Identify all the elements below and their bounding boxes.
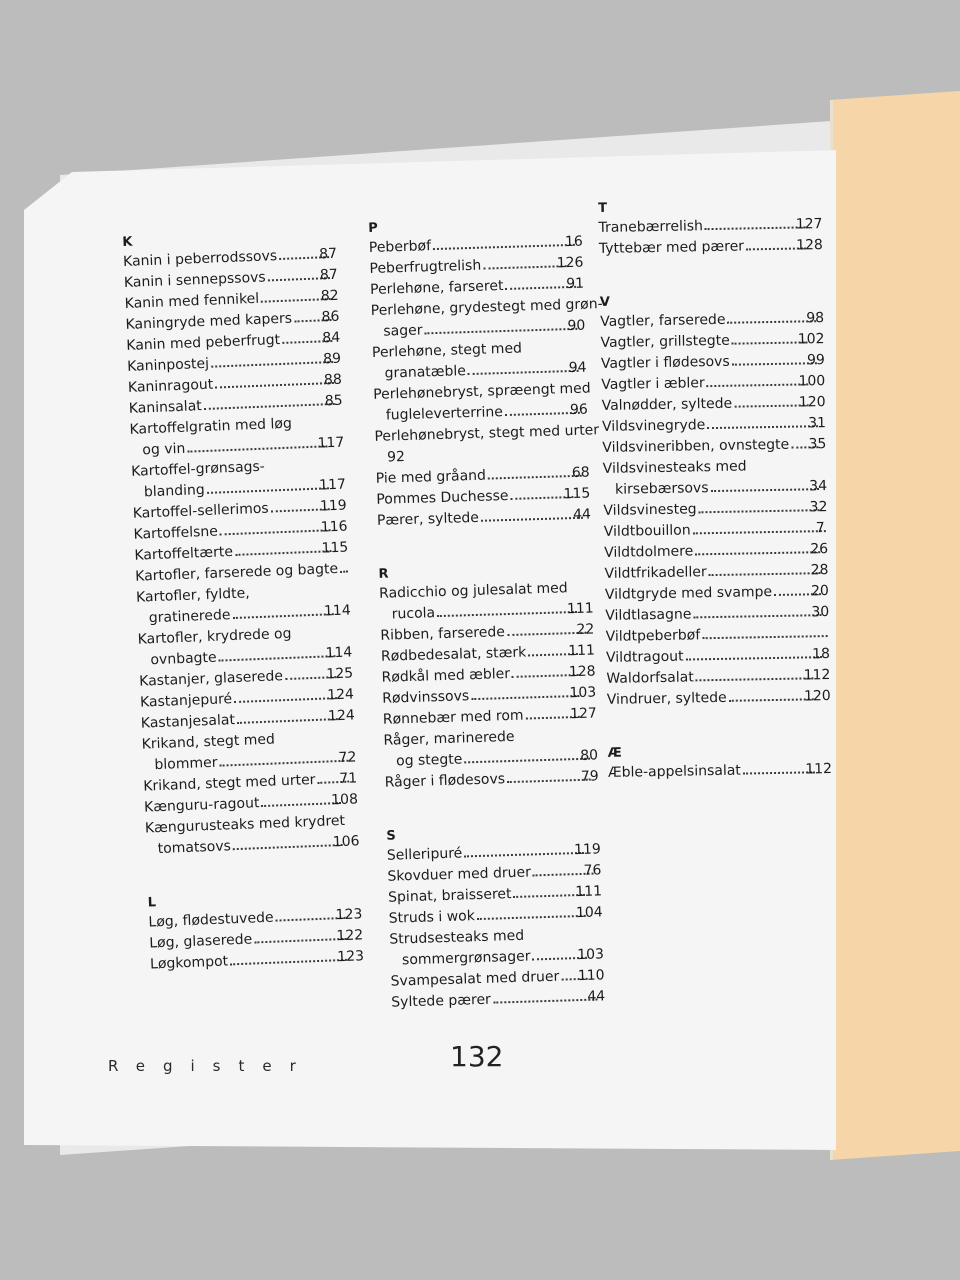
dot-leader [483, 255, 567, 269]
dot-leader [211, 351, 334, 368]
entry-page-number: 124 [327, 707, 356, 725]
dot-leader [340, 561, 348, 573]
entry-page-number: 111 [566, 600, 594, 618]
entry-name: Rønnebær med rom [382, 707, 524, 728]
dot-leader [481, 507, 583, 522]
dot-leader [424, 318, 577, 335]
entry-name: Kaningryde med kapers [125, 310, 293, 333]
section-letter: V [599, 294, 611, 310]
entry-page-number: 28 [810, 562, 829, 579]
section-letter: S [386, 828, 396, 844]
dot-leader [707, 415, 818, 429]
entry-name: Kartoffelsne [133, 523, 219, 543]
dot-leader [702, 625, 828, 639]
entry-page-number: 84 [322, 329, 341, 347]
entry-name-continued: granatæble [384, 363, 467, 382]
dot-leader [433, 234, 575, 250]
entry-page-number: 119 [319, 497, 347, 515]
entry-name-continued: sager [383, 322, 423, 340]
entry-page-number: 111 [567, 642, 596, 660]
entry-page-number: 111 [575, 883, 603, 901]
dot-leader [695, 541, 820, 555]
entry-name: Perlehøne, farseret [369, 278, 504, 298]
entry-name: Krikand, stegt med [141, 731, 276, 753]
entry-page-number: 104 [575, 904, 603, 922]
entry-page-number: 20 [810, 583, 830, 600]
dot-leader [232, 603, 334, 619]
dot-leader [685, 646, 822, 660]
dot-leader [698, 499, 819, 513]
dot-leader [728, 688, 814, 701]
dot-leader [471, 685, 580, 700]
entry-name: Kanin med fennikel [124, 290, 260, 312]
index-entry [603, 455, 828, 501]
index-entry [370, 295, 603, 343]
entry-page-number: 103 [569, 684, 597, 702]
entry-name: Vindruer, syltede [606, 689, 727, 708]
dot-leader [187, 435, 328, 452]
entry-page-number: 106 [332, 833, 360, 851]
entry-name-continued: gratinerede [148, 607, 231, 627]
entry-name: Løgkompot [149, 953, 229, 973]
entry-name: Vildtlasagne [605, 606, 692, 624]
entry-page-number: 122 [336, 927, 364, 945]
index-section [122, 224, 360, 861]
entry-page-number: 88 [323, 371, 343, 389]
dot-leader [233, 834, 343, 850]
dot-leader [220, 519, 331, 535]
dot-leader [734, 394, 809, 407]
entry-name: Løg, flødestuvede [148, 909, 274, 931]
entry-page-number: 32 [809, 499, 828, 516]
entry-name: Syltede pærer [391, 991, 492, 1011]
index-entry [607, 686, 831, 711]
dot-leader [732, 352, 818, 365]
entry-name: Kartoffelgratin med løg [129, 415, 293, 438]
entry-name: Pommes Duchesse [376, 487, 509, 508]
entry-page-number: 128 [568, 663, 596, 681]
entry-name: Kastanjepuré [139, 691, 233, 711]
entry-page-number: 124 [326, 686, 355, 704]
entry-name: Vildsvinesteaks med [602, 458, 747, 477]
entry-page-number: 103 [576, 946, 605, 964]
entry-page-number: 18 [812, 646, 831, 663]
entry-name: Rødbedesalat, stærk [380, 644, 527, 665]
entry-name: Kartoffel-sellerimos [132, 500, 270, 522]
section-letter: T [598, 200, 608, 216]
entry-name-continued: og stegte [395, 751, 463, 770]
entry-name-continued: blanding [143, 482, 206, 501]
entry-name: Vildtbouillon [603, 522, 691, 540]
entry-name-continued: fugleleverterrine [385, 404, 504, 424]
entry-name: Spinat, braisseret [387, 886, 512, 906]
entry-name-continued: ovnbagte [150, 649, 217, 669]
entry-name: Vildtdolmere [604, 543, 694, 561]
dot-leader [507, 622, 587, 636]
entry-name: Løg, glaserede [149, 931, 253, 952]
dot-leader [468, 360, 579, 375]
entry-name: Tranebærrelish [598, 218, 704, 236]
dot-leader [693, 604, 821, 618]
entry-name: Kartoffel-grønsags- [130, 458, 266, 480]
index-column-3 [598, 194, 833, 816]
entry-name-continued: kirsebærsovs [614, 480, 709, 498]
entry-page-number: 120 [803, 688, 831, 705]
entry-name: Strudsesteaks med [389, 927, 525, 948]
dot-leader [234, 687, 338, 703]
entry-page-number: 128 [795, 237, 823, 254]
entry-name: Kaninsalat [128, 398, 203, 417]
entry-page-number: 31 [807, 415, 827, 432]
entry-name: Kanin i peberrodssovs [122, 248, 278, 270]
entry-page-number: 68 [571, 464, 590, 482]
index-entry [389, 923, 604, 971]
entry-page-number: 30 [811, 604, 830, 621]
dot-leader [706, 373, 808, 387]
entry-page-number: 100 [798, 373, 826, 390]
dot-leader [477, 905, 586, 920]
entry-name: Vildsvineribben, ovnstegte [602, 436, 790, 456]
entry-page-number: 127 [569, 705, 598, 723]
dot-leader [727, 310, 816, 324]
entry-name: Skovduer med druer [387, 864, 532, 885]
index-section [378, 557, 599, 793]
entry-name: Peberbøf [368, 238, 432, 256]
entry-page-number: 90 [567, 317, 586, 335]
section-letter: P [368, 220, 379, 236]
entry-name: Svampesalat med druer [390, 968, 560, 990]
index-column-2 [368, 212, 606, 1046]
index-column-1 [122, 224, 366, 1008]
entry-name: Ribben, farserede [380, 624, 506, 644]
entry-page-number: 117 [318, 476, 347, 494]
facing-page-edge [830, 89, 960, 1160]
entry-page-number: 116 [320, 518, 348, 536]
index-section [608, 739, 833, 784]
entry-name: Pærer, syltede [376, 509, 480, 529]
entry-name: Kartofler, fyldte, [135, 585, 250, 606]
dot-leader [507, 769, 591, 783]
entry-name: Vildtgryde med svampe [604, 584, 773, 603]
dot-leader [215, 372, 334, 389]
entry-page-number: 112 [805, 761, 833, 778]
dot-leader [505, 402, 580, 416]
index-entry [372, 337, 587, 385]
entry-name: Kanin i sennepssovs [123, 269, 266, 291]
entry-name: Pie med gråand [375, 467, 487, 487]
dot-leader [710, 478, 819, 492]
index-entry [131, 454, 346, 504]
entry-page-number: 119 [573, 841, 602, 859]
entry-page-number: 123 [335, 906, 363, 924]
entry-name: Kænguru-ragout [143, 795, 260, 816]
index-section [147, 884, 364, 975]
index-entry [137, 621, 352, 671]
entry-page-number: 115 [563, 485, 591, 503]
dot-leader [696, 667, 814, 681]
entry-name: Tyttebær med pærer [598, 238, 745, 257]
entry-name: Kartoffeltærte [134, 543, 234, 564]
entry-name: Kaninpostej [126, 355, 210, 375]
index-section [368, 212, 603, 532]
entry-page-number: 120 [798, 394, 826, 411]
entry-page-number: 76 [583, 862, 602, 879]
entry-page-number: 127 [795, 216, 823, 233]
entry-page-number: 44 [572, 506, 592, 524]
entry-name: Peberfrugtrelish [369, 257, 482, 277]
dot-leader [732, 331, 808, 344]
entry-page-number: 16 [564, 233, 584, 251]
entry-page-number: 86 [321, 308, 340, 326]
index-entry [374, 421, 600, 469]
section-letter: L [147, 895, 157, 911]
entry-page-number: 114 [325, 644, 353, 662]
section-letter: R [378, 566, 389, 582]
entry-page-number: 44 [587, 988, 606, 1005]
entry-name: Vildsvinesteg [603, 501, 697, 519]
entry-name: Perlehønebryst, spræengt med [373, 380, 591, 403]
entry-name: Kængurusteaks med krydret [144, 812, 346, 837]
entry-page-number: 35 [808, 436, 827, 453]
dot-leader [261, 792, 341, 807]
dot-leader [464, 748, 590, 764]
entry-page-number: 34 [809, 478, 828, 495]
entry-page-number: 82 [320, 287, 339, 305]
entry-name: Kastanjesalat [140, 712, 236, 732]
entry-page-number: 114 [323, 602, 352, 620]
entry-page-number: 94 [568, 359, 587, 377]
entry-name: Struds i wok [388, 908, 476, 927]
dot-leader [254, 928, 347, 944]
entry-name: Waldorfsalat [606, 669, 694, 687]
entry-name: Radicchio og julesalat med [378, 580, 568, 602]
entry-name: Vagtler, farserede [600, 311, 726, 330]
entry-page-number: 87 [319, 266, 339, 284]
entry-name: Råger i flødesovs [384, 771, 506, 791]
entry-name: Kaninragout [127, 376, 214, 396]
dot-leader [493, 989, 598, 1004]
entry-name: Selleripuré [386, 845, 463, 864]
entry-page-number: 99 [806, 352, 826, 369]
index-section [600, 288, 831, 711]
dot-leader [235, 540, 332, 556]
entry-name: Vagtler, grillstegte [600, 332, 730, 351]
entry-name-continued: og vin [142, 440, 186, 459]
section-letter: Æ [607, 745, 622, 761]
index-entry [145, 810, 360, 860]
index-section [598, 194, 823, 260]
entry-name-continued: rucola [391, 605, 436, 623]
dot-leader [230, 949, 348, 965]
entry-name: Vildtpeberbøf [605, 627, 701, 645]
entry-page-number: 112 [803, 667, 831, 684]
dot-leader [206, 477, 329, 494]
entry-page-number: 71 [339, 770, 358, 788]
entry-name: Kastanjer, glaserede [138, 668, 284, 690]
index-entry [599, 235, 823, 260]
entry-page-number: 87 [318, 245, 338, 263]
entry-name: Vildsvinegryde [601, 417, 706, 435]
entry-page-number: 72 [338, 749, 357, 767]
index-entry [383, 724, 598, 772]
entry-name: Vildtfrikadeller [604, 564, 707, 582]
dot-leader [203, 393, 335, 410]
dot-leader [488, 465, 582, 480]
dot-leader [219, 750, 349, 767]
entry-page-number: 117 [317, 434, 345, 452]
dot-leader [464, 842, 584, 858]
footer-section-label: Register [108, 1057, 314, 1075]
entry-name: Rødvinssovs [382, 688, 470, 707]
index-entry [141, 726, 356, 776]
entry-name: Kartofler, krydrede og [137, 625, 292, 648]
dot-leader [693, 520, 826, 534]
entry-name: Rødkål med æbler [381, 665, 511, 686]
entry-name-continued: 92 [386, 449, 406, 466]
index-section [386, 819, 605, 1013]
dot-leader [437, 601, 577, 617]
entry-page-number: 102 [797, 331, 825, 348]
entry-page-number: 126 [556, 254, 584, 272]
entry-page-number: 22 [576, 621, 595, 638]
entry-name: Æble-appelsinsalat [607, 762, 741, 781]
entry-name: Krikand, stegt med urter [142, 771, 316, 795]
page-number: 132 [450, 1040, 504, 1073]
dot-leader [705, 216, 806, 230]
dot-leader [709, 562, 821, 576]
index-entry [608, 759, 832, 784]
entry-name: Råger, marinerede [383, 728, 515, 749]
entry-name: Perlehønebryst, stegt med urter [374, 422, 600, 445]
entry-name: Kanin med peberfrugt [126, 332, 281, 354]
entry-name: Vagtler i flødesovs [600, 353, 730, 372]
entry-name: Kartofler, farserede og bagte [134, 560, 339, 585]
entry-page-number: 26 [810, 541, 829, 558]
entry-name-continued: tomatsovs [157, 838, 232, 858]
entry-name: Vildtragout [605, 648, 684, 666]
dot-leader [237, 708, 339, 724]
entry-page-number: 85 [324, 392, 343, 410]
entry-page-number: 91 [565, 275, 585, 293]
entry-page-number: 115 [321, 539, 349, 557]
entry-page-number: 89 [322, 350, 342, 368]
dot-leader [218, 645, 335, 661]
entry-page-number: 96 [569, 401, 589, 419]
entry-name: Perlehøne, grydestegt med grøn- [370, 296, 603, 319]
entry-page-number: 79 [580, 768, 599, 785]
entry-name-continued: blommer [154, 754, 218, 774]
entry-name: Vagtler i æbler [601, 375, 705, 393]
entry-page-number: 123 [336, 948, 365, 966]
entry-name: Perlehøne, stegt med [371, 340, 523, 361]
entry-page-number: 108 [330, 791, 359, 809]
entry-name: Valnødder, syltede [601, 395, 733, 414]
entry-page-number: 98 [806, 310, 825, 327]
entry-page-number: 80 [579, 747, 599, 764]
entry-page-number: 110 [577, 967, 605, 985]
index-entry [379, 577, 594, 625]
section-letter: K [122, 234, 133, 250]
index-entry [373, 379, 591, 427]
entry-page-number: 125 [326, 665, 354, 683]
entry-name-continued: sommergrønsager [401, 948, 531, 969]
